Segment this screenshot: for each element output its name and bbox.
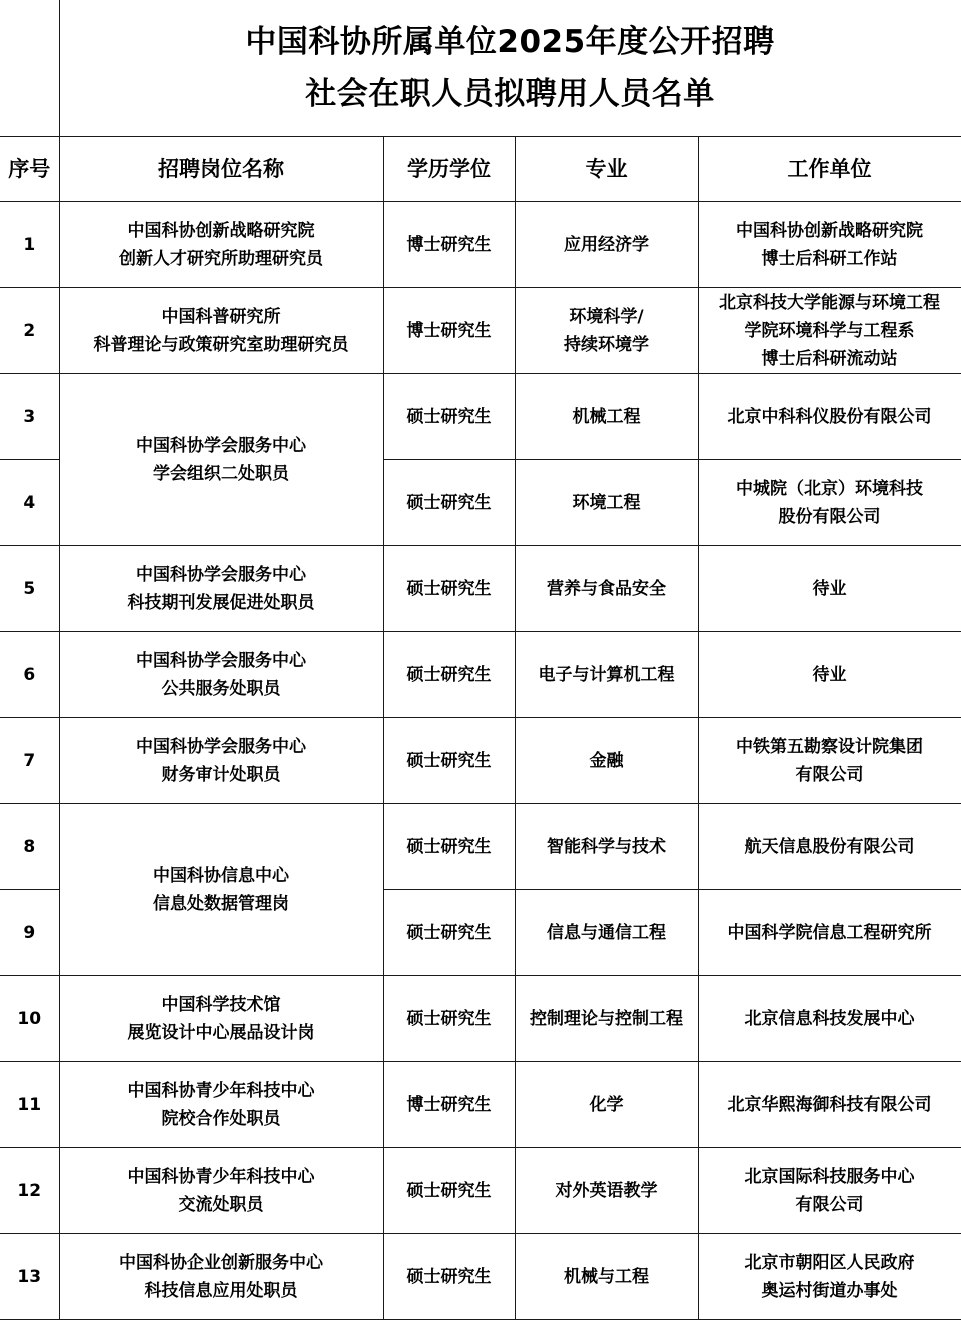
row-major-line: 环境科学/ xyxy=(569,306,644,327)
row-position-line: 院校合作处职员 xyxy=(161,1108,281,1129)
header-seq: 序号 xyxy=(0,137,59,202)
row-major xyxy=(515,202,698,288)
row-employer-line: 有限公司 xyxy=(795,764,864,785)
row-position-line: 财务审计处职员 xyxy=(161,764,281,785)
row-major xyxy=(515,804,698,890)
header-row xyxy=(0,137,961,202)
title-line-1: 中国科协所属单位2025年度公开招聘 xyxy=(245,24,775,60)
row-seq: 2 xyxy=(0,288,59,374)
row-major xyxy=(515,1148,698,1234)
table-row xyxy=(0,976,961,1062)
row-degree: 硕士研究生 xyxy=(383,1234,515,1320)
row-employer-line: 奥运村街道办事处 xyxy=(761,1280,898,1301)
row-position-line: 交流处职员 xyxy=(178,1194,264,1215)
title-blank-cell xyxy=(0,0,59,137)
title-row xyxy=(0,0,961,137)
row-position-line: 科技信息应用处职员 xyxy=(144,1280,298,1301)
row-employer-line: 学院环境科学与工程系 xyxy=(744,320,915,341)
table-row xyxy=(0,374,961,460)
row-seq: 9 xyxy=(0,890,59,976)
row-major xyxy=(515,288,698,374)
header-position: 招聘岗位名称 xyxy=(59,137,383,202)
row-employer-line: 股份有限公司 xyxy=(778,506,881,527)
row-degree: 博士研究生 xyxy=(383,1062,515,1148)
row-degree: 博士研究生 xyxy=(383,288,515,374)
row-major-line: 金融 xyxy=(589,750,624,771)
row-position-line: 中国科协学会服务中心 xyxy=(136,650,306,671)
row-employer xyxy=(698,1062,961,1148)
row-major-line: 应用经济学 xyxy=(564,234,649,255)
row-employer-line: 北京市朝阳区人民政府 xyxy=(744,1252,915,1273)
row-degree: 硕士研究生 xyxy=(383,374,515,460)
row-employer xyxy=(698,890,961,976)
row-seq: 13 xyxy=(0,1234,59,1320)
table-row xyxy=(0,546,961,632)
row-major xyxy=(515,976,698,1062)
row-position xyxy=(59,976,383,1062)
row-major-line: 机械工程 xyxy=(572,406,641,427)
row-employer-line: 中国科协创新战略研究院 xyxy=(736,220,924,241)
row-position xyxy=(59,632,383,718)
row-degree: 硕士研究生 xyxy=(383,632,515,718)
row-position xyxy=(59,1234,383,1320)
row-major-line: 对外英语教学 xyxy=(555,1180,658,1201)
table-body xyxy=(0,202,961,1320)
row-position-line: 中国科协学会服务中心 xyxy=(136,564,306,585)
table-row xyxy=(0,804,961,890)
row-employer xyxy=(698,288,961,374)
row-degree: 硕士研究生 xyxy=(383,718,515,804)
row-employer-line: 北京中科科仪股份有限公司 xyxy=(727,406,932,427)
row-major-line: 智能科学与技术 xyxy=(547,836,666,857)
row-employer xyxy=(698,718,961,804)
row-employer-line: 博士后科研流动站 xyxy=(761,348,898,369)
row-position-line: 中国科学技术馆 xyxy=(161,994,281,1015)
table-row xyxy=(0,718,961,804)
row-position xyxy=(59,202,383,288)
row-employer-line: 北京国际科技服务中心 xyxy=(744,1166,915,1187)
row-employer-line: 待业 xyxy=(812,578,847,599)
row-employer xyxy=(698,546,961,632)
row-seq: 11 xyxy=(0,1062,59,1148)
row-position-line: 创新人才研究所助理研究员 xyxy=(119,248,323,269)
row-employer-line: 北京华熙海御科技有限公司 xyxy=(727,1094,932,1115)
row-employer-line: 中城院（北京）环境科技 xyxy=(736,478,924,499)
row-major-line: 电子与计算机工程 xyxy=(538,664,675,685)
row-degree: 博士研究生 xyxy=(383,202,515,288)
row-seq: 6 xyxy=(0,632,59,718)
row-employer-line: 北京科技大学能源与环境工程 xyxy=(719,292,941,313)
row-employer xyxy=(698,460,961,546)
row-major-line: 环境工程 xyxy=(572,492,641,513)
row-employer xyxy=(698,804,961,890)
row-position-line: 中国科协学会服务中心 xyxy=(136,736,306,757)
title-line-2: 社会在职人员拟聘用人员名单 xyxy=(305,76,715,112)
row-position xyxy=(59,718,383,804)
row-position-line: 中国科协企业创新服务中心 xyxy=(119,1252,323,1273)
row-degree: 硕士研究生 xyxy=(383,460,515,546)
row-degree: 硕士研究生 xyxy=(383,804,515,890)
row-major-line: 信息与通信工程 xyxy=(547,922,666,943)
row-employer xyxy=(698,976,961,1062)
table-row xyxy=(0,1062,961,1148)
row-seq: 1 xyxy=(0,202,59,288)
row-major xyxy=(515,718,698,804)
row-major xyxy=(515,374,698,460)
row-employer-line: 有限公司 xyxy=(795,1194,864,1215)
header-major: 专业 xyxy=(515,137,698,202)
table-row xyxy=(0,1234,961,1320)
row-position xyxy=(59,288,383,374)
row-position-line: 中国科协信息中心 xyxy=(153,865,289,886)
row-position-line: 信息处数据管理岗 xyxy=(153,893,289,914)
row-position xyxy=(59,546,383,632)
table-row xyxy=(0,288,961,374)
row-major-line: 持续环境学 xyxy=(564,334,649,355)
row-employer-line: 北京信息科技发展中心 xyxy=(744,1008,915,1029)
row-degree: 硕士研究生 xyxy=(383,976,515,1062)
table-row xyxy=(0,632,961,718)
row-employer xyxy=(698,1234,961,1320)
row-position-line: 中国科协创新战略研究院 xyxy=(127,220,315,241)
row-seq: 7 xyxy=(0,718,59,804)
header-degree: 学历学位 xyxy=(383,137,515,202)
row-position xyxy=(59,1148,383,1234)
row-employer-line: 中国科学院信息工程研究所 xyxy=(727,922,932,943)
row-seq: 12 xyxy=(0,1148,59,1234)
row-major-line: 化学 xyxy=(589,1094,624,1115)
row-major xyxy=(515,890,698,976)
row-major xyxy=(515,1062,698,1148)
row-position-line: 中国科协青少年科技中心 xyxy=(127,1166,315,1187)
row-position xyxy=(59,374,383,546)
row-employer xyxy=(698,632,961,718)
row-position-line: 中国科普研究所 xyxy=(161,306,281,327)
row-degree: 硕士研究生 xyxy=(383,890,515,976)
row-major xyxy=(515,546,698,632)
row-employer xyxy=(698,202,961,288)
row-position xyxy=(59,1062,383,1148)
row-major xyxy=(515,632,698,718)
row-position-line: 科普理论与政策研究室助理研究员 xyxy=(93,334,349,355)
table-row xyxy=(0,1148,961,1234)
table-row xyxy=(0,202,961,288)
row-degree: 硕士研究生 xyxy=(383,1148,515,1234)
row-seq: 10 xyxy=(0,976,59,1062)
header-employer: 工作单位 xyxy=(698,137,961,202)
row-major-line: 控制理论与控制工程 xyxy=(530,1008,683,1029)
row-major-line: 营养与食品安全 xyxy=(547,578,666,599)
row-degree: 硕士研究生 xyxy=(383,546,515,632)
row-employer xyxy=(698,1148,961,1234)
row-position-line: 中国科协青少年科技中心 xyxy=(127,1080,315,1101)
row-major xyxy=(515,460,698,546)
row-seq: 3 xyxy=(0,374,59,460)
row-seq: 8 xyxy=(0,804,59,890)
row-employer-line: 待业 xyxy=(812,664,847,685)
row-seq: 4 xyxy=(0,460,59,546)
row-position-line: 展览设计中心展品设计岗 xyxy=(127,1022,315,1043)
row-employer-line: 中铁第五勘察设计院集团 xyxy=(736,736,924,757)
row-position-line: 中国科协学会服务中心 xyxy=(136,435,306,456)
row-employer xyxy=(698,374,961,460)
row-position-line: 学会组织二处职员 xyxy=(153,463,289,484)
row-employer-line: 航天信息股份有限公司 xyxy=(744,836,915,857)
row-employer-line: 博士后科研工作站 xyxy=(761,248,898,269)
row-position xyxy=(59,804,383,976)
row-major-line: 机械与工程 xyxy=(564,1266,649,1287)
row-position-line: 科技期刊发展促进处职员 xyxy=(127,592,315,613)
page-title xyxy=(59,0,961,137)
row-position-line: 公共服务处职员 xyxy=(161,678,281,699)
row-major xyxy=(515,1234,698,1320)
row-seq: 5 xyxy=(0,546,59,632)
